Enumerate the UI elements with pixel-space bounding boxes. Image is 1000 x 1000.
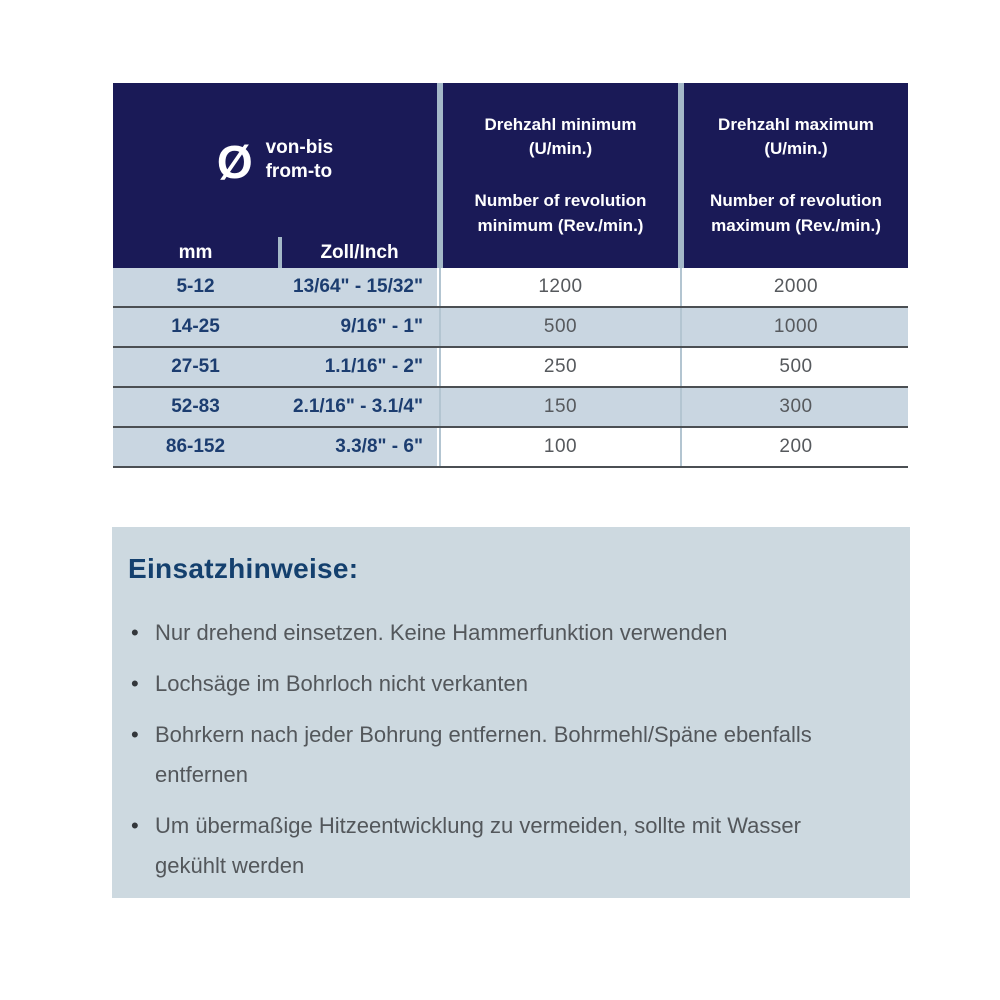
mm-subheader: mm	[113, 237, 278, 268]
mm-cell: 5-12	[113, 268, 278, 308]
inch-cell: 3.3/8" - 6"	[278, 428, 437, 468]
diameter-header-cell	[113, 83, 437, 237]
max-rpm-header-en: Number of revolution maximum (Rev./min.)	[710, 191, 882, 235]
range-label-en: from-to	[265, 161, 333, 182]
inch-cell: 2.1/16" - 3.1/4"	[278, 388, 437, 428]
min-rpm-cell: 100	[443, 428, 678, 468]
min-rpm-header-cell	[443, 83, 678, 268]
mm-cell: 14-25	[113, 308, 278, 348]
max-rpm-cell: 200	[684, 428, 908, 468]
usage-notes-panel	[112, 527, 910, 898]
range-label-de: von-bis	[265, 137, 334, 159]
note-item: • Lochsäge im Bohrloch nicht verkanten	[128, 664, 840, 704]
mm-cell: 52-83	[113, 388, 278, 428]
mm-cell: 27-51	[113, 348, 278, 388]
inch-cell: 1.1/16" - 2"	[278, 348, 437, 388]
note-item: • Nur drehend einsetzen. Keine Hammerfunktion verwenden	[128, 613, 840, 653]
max-rpm-cell: 1000	[684, 308, 908, 348]
min-rpm-cell: 500	[443, 308, 678, 348]
mm-cell: 86-152	[113, 428, 278, 468]
min-rpm-cell: 150	[443, 388, 678, 428]
min-rpm-header-en: Number of revolution minimum (Rev./min.)	[474, 191, 647, 235]
diameter-icon: Ø	[216, 136, 253, 188]
note-item: • Um übermaßige Hitzeentwicklung zu vermeiden, sollte mit Wasser gekühlt werden	[128, 806, 840, 886]
max-rpm-header-cell	[684, 83, 908, 268]
min-rpm-header-de: Drehzahl minimum (U/min.)	[484, 114, 637, 159]
min-rpm-cell: 250	[443, 348, 678, 388]
rpm-spec-table	[113, 83, 908, 468]
min-rpm-cell: 1200	[443, 268, 678, 308]
max-rpm-cell: 300	[684, 388, 908, 428]
diameter-range-label	[266, 136, 334, 184]
max-rpm-cell: 500	[684, 348, 908, 388]
inch-cell: 9/16" - 1"	[278, 308, 437, 348]
max-rpm-header-de: Drehzahl maximum (U/min.)	[718, 114, 874, 159]
notes-title: Einsatzhinweise:	[128, 553, 359, 584]
inch-cell: 13/64" - 15/32"	[278, 268, 437, 308]
note-item: • Bohrkern nach jeder Bohrung entfernen. Bohrmehl/Späne ebenfalls entfernen	[128, 715, 840, 795]
inch-subheader: Zoll/Inch	[278, 237, 437, 268]
max-rpm-cell: 2000	[684, 268, 908, 308]
notes-list	[128, 613, 840, 886]
